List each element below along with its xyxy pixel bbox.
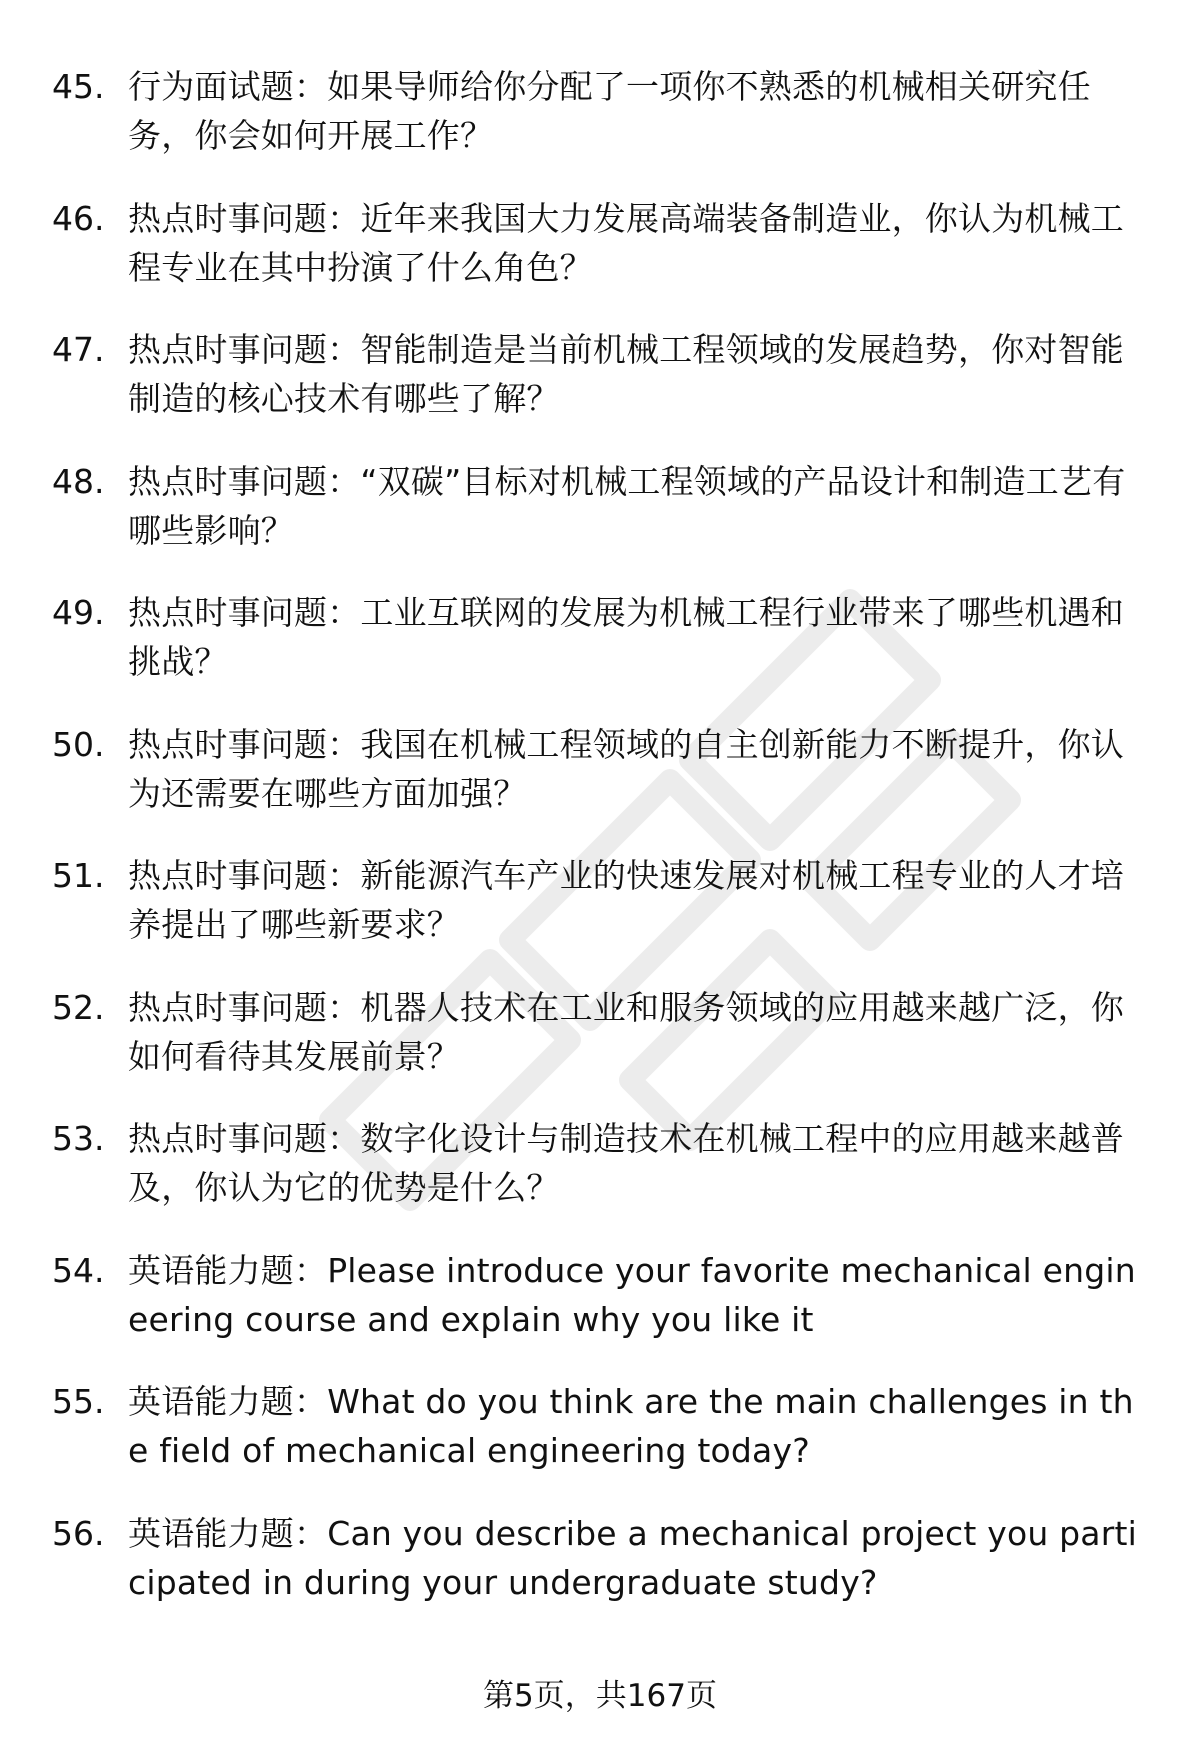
list-item	[52, 851, 1152, 983]
list-item	[52, 194, 1152, 326]
list-item	[52, 983, 1152, 1115]
question-number: 47.	[52, 330, 105, 369]
list-item	[52, 1114, 1152, 1246]
question-number: 51.	[52, 856, 105, 895]
question-number: 48.	[52, 461, 105, 501]
question-number: 56.	[52, 1513, 105, 1553]
question-number: 52.	[52, 987, 105, 1027]
question-number: 46.	[52, 198, 105, 238]
question-number: 53.	[52, 1119, 105, 1158]
question-text: 英语能力题：What do you think are the main challenges in the field of mechanical engineering today?	[128, 1382, 1134, 1470]
list-item	[52, 1509, 1152, 1641]
question-text: 热点时事问题：我国在机械工程领域的自主创新能力不断提升，你认为还需要在哪些方面加强？	[128, 724, 1124, 813]
question-text: 热点时事问题：新能源汽车产业的快速发展对机械工程专业的人才培养提出了哪些新要求？	[128, 856, 1124, 944]
page-number-footer: 第5页，共167页	[483, 1678, 717, 1714]
question-text: 热点时事问题：智能制造是当前机械工程领域的发展趋势，你对智能制造的核心技术有哪些了解？	[128, 330, 1124, 418]
question-text: 英语能力题：Please introduce your favorite mechanical engineering course and explain why you like it	[128, 1250, 1136, 1339]
question-text: 行为面试题：如果导师给你分配了一项你不熟悉的机械相关研究任务，你会如何开展工作？	[128, 67, 1091, 155]
question-text: 热点时事问题：数字化设计与制造技术在机械工程中的应用越来越普及，你认为它的优势是什么？	[128, 1119, 1124, 1207]
list-item	[52, 720, 1152, 852]
question-text: 英语能力题：Can you describe a mechanical project you participated in during your undergraduate study?	[128, 1513, 1137, 1602]
question-number: 54.	[52, 1250, 105, 1290]
question-number: 49.	[52, 593, 105, 632]
list-item	[52, 325, 1152, 457]
question-number: 55.	[52, 1382, 105, 1421]
question-number: 50.	[52, 724, 105, 764]
question-text: 热点时事问题：机器人技术在工业和服务领域的应用越来越广泛，你如何看待其发展前景？	[128, 987, 1124, 1076]
list-item	[52, 62, 1152, 194]
question-text: 热点时事问题：近年来我国大力发展高端装备制造业，你认为机械工程专业在其中扮演了什么角色？	[128, 198, 1124, 287]
list-item	[52, 1246, 1152, 1378]
question-number: 45.	[52, 67, 105, 106]
list-item	[52, 1377, 1152, 1509]
question-text: 热点时事问题：工业互联网的发展为机械工程行业带来了哪些机遇和挑战？	[128, 593, 1124, 681]
question-text: 热点时事问题：“双碳”目标对机械工程领域的产品设计和制造工艺有哪些影响？	[128, 461, 1126, 550]
list-item	[52, 588, 1152, 720]
question-list	[52, 62, 1152, 1640]
list-item	[52, 457, 1152, 589]
